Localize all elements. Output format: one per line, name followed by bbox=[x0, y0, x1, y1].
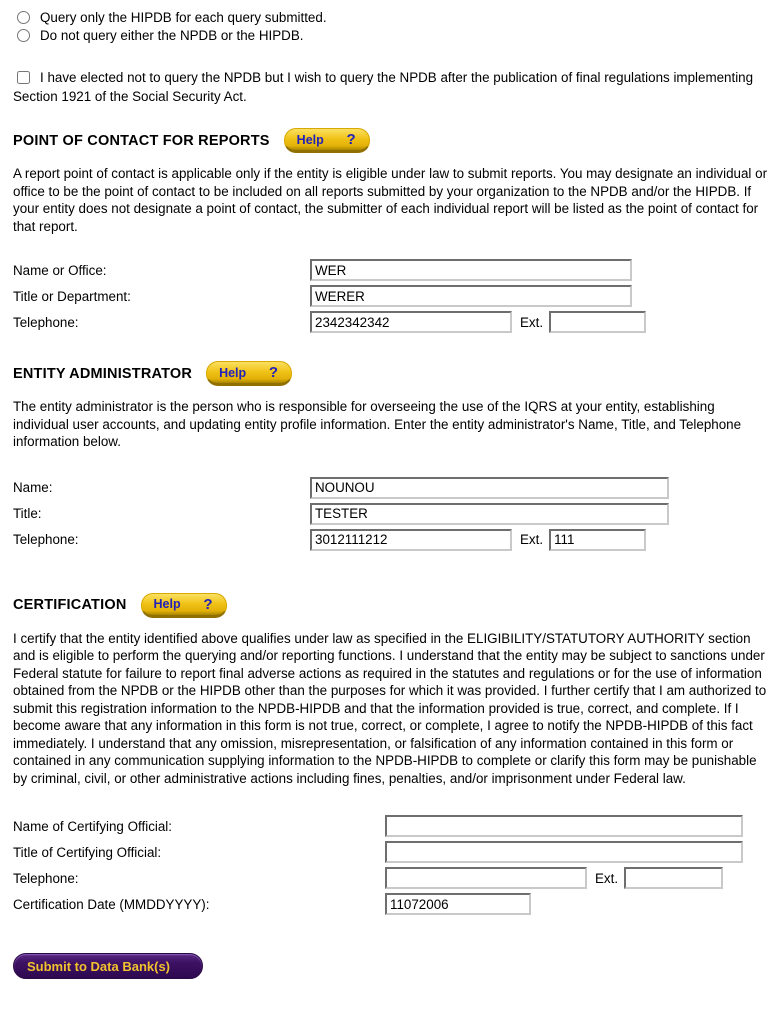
ea-phone-input[interactable] bbox=[310, 529, 512, 551]
question-mark-icon: ? bbox=[203, 595, 213, 613]
submit-button-label: Submit to Data Bank(s) bbox=[27, 958, 171, 974]
section-1921-option bbox=[13, 68, 770, 106]
poc-name-row bbox=[13, 257, 770, 283]
cert-title-row bbox=[13, 839, 770, 865]
cert-phone-input[interactable] bbox=[385, 867, 587, 889]
poc-help-button[interactable] bbox=[284, 128, 370, 153]
cert-phone-label: Telephone: bbox=[13, 870, 79, 886]
cert-phone-row bbox=[13, 865, 770, 891]
cert-date-input[interactable] bbox=[385, 893, 531, 915]
ea-phone-row bbox=[13, 527, 770, 553]
poc-section-heading: POINT OF CONTACT FOR REPORTS bbox=[13, 132, 270, 149]
question-mark-icon: ? bbox=[346, 131, 356, 148]
cert-title-input[interactable] bbox=[385, 841, 743, 863]
poc-ext-label: Ext. bbox=[520, 314, 544, 330]
cert-section-heading-row bbox=[13, 593, 770, 618]
ea-section-heading-row bbox=[13, 361, 770, 386]
cert-date-label: Certification Date (MMDDYYYY): bbox=[13, 896, 210, 912]
cert-ext-input[interactable] bbox=[624, 867, 723, 889]
ea-ext-label: Ext. bbox=[520, 532, 544, 547]
ea-section-heading: ENTITY ADMINISTRATOR bbox=[13, 365, 193, 382]
ea-title-label: Title: bbox=[13, 506, 42, 521]
poc-help-label: Help bbox=[296, 132, 324, 147]
poc-title-input[interactable] bbox=[310, 285, 632, 307]
ea-description: The entity administrator is the person who is responsible for overseeing the use of the IQRS at your entity, establishing individual user accounts, and updating entity profile information. Enter the entity administrator's Name, Title, and Telephone information below. bbox=[13, 399, 742, 449]
poc-title-label: Title or Department: bbox=[13, 288, 131, 304]
cert-name-row bbox=[13, 813, 770, 839]
cert-ext-label: Ext. bbox=[595, 870, 619, 886]
radio-row-query-hipdb-only bbox=[13, 8, 770, 26]
poc-phone-label: Telephone: bbox=[13, 314, 79, 330]
poc-name-input[interactable] bbox=[310, 259, 632, 281]
poc-section-heading-row bbox=[13, 128, 770, 153]
poc-fields bbox=[13, 257, 770, 335]
radio-query-hipdb-only[interactable] bbox=[17, 11, 30, 24]
radio-row-query-neither bbox=[13, 26, 770, 44]
poc-title-row bbox=[13, 283, 770, 309]
submit-to-data-banks-button[interactable] bbox=[13, 953, 203, 979]
cert-fields bbox=[13, 813, 770, 917]
radio-query-neither-label: Do not query either the NPDB or the HIPDB. bbox=[40, 27, 304, 43]
cert-date-row bbox=[13, 891, 770, 917]
ea-ext-input[interactable] bbox=[549, 529, 646, 551]
poc-phone-input[interactable] bbox=[310, 311, 512, 333]
cert-name-label: Name of Certifying Official: bbox=[13, 818, 173, 834]
ea-help-button[interactable] bbox=[206, 361, 292, 386]
section-1921-checkbox[interactable] bbox=[17, 71, 30, 84]
poc-ext-input[interactable] bbox=[549, 311, 646, 333]
cert-title-label: Title of Certifying Official: bbox=[13, 844, 162, 860]
ea-title-row bbox=[13, 501, 770, 527]
cert-name-input[interactable] bbox=[385, 815, 743, 837]
section-1921-label: I have elected not to query the NPDB but I wish to query the NPDB after the publication of final regulations implementing Section 1921 of the Social Security Act. bbox=[13, 70, 754, 104]
cert-description: I certify that the entity identified above qualifies under law as specified in the ELIGIBILITY/STATUTORY AUTHORITY section and is eligible to perform the querying and/or reporting functions. I understand that the entity may be subject to sanctions under Federal statute for failure to report final adverse actions as required in the statutes and regulations or for the use of information obtained from the NPDB or the HIPDB other than the purposes for which it was provided. I further certify that I am authorized to submit this registration information to the NPDB-HIPDB and that the information provided is true, correct, and complete. If I become aware that any information in this form is not true, correct, or complete, I agree to notify the NPDB-HIPDB of this fact immediately. I understand that any omission, misrepresentation, or falsification of any information contained in this form or contained in any communication supplying information to the NPDB-HIPDB to complete or clarify this form may be punishable by criminal, civil, or other administrative actions including fines, penalties, and/or imprisonment under Federal law. bbox=[13, 630, 767, 786]
cert-help-button[interactable] bbox=[141, 593, 227, 618]
question-mark-icon: ? bbox=[268, 364, 279, 381]
radio-query-hipdb-only-label: Query only the HIPDB for each query submitted. bbox=[40, 9, 327, 25]
poc-description: A report point of contact is applicable only if the entity is eligible under law to submit reports. You may designate an individual or office to be the point of contact to be included on all reports submitted by your organization to the NPDB and/or the HIPDB. If your entity does not designate a point of contact, the submitter of each individual report will be listed as the point of contact for that report. bbox=[13, 166, 768, 234]
ea-title-input[interactable] bbox=[310, 503, 669, 525]
ea-name-label: Name: bbox=[13, 480, 53, 495]
cert-help-label: Help bbox=[153, 597, 181, 611]
ea-fields bbox=[13, 475, 770, 553]
cert-section-heading: CERTIFICATION bbox=[13, 597, 127, 613]
ea-phone-label: Telephone: bbox=[13, 532, 79, 547]
poc-name-label: Name or Office: bbox=[13, 262, 107, 278]
ea-help-label: Help bbox=[219, 365, 247, 380]
radio-query-neither[interactable] bbox=[17, 29, 30, 42]
ea-name-row bbox=[13, 475, 770, 501]
ea-name-input[interactable] bbox=[310, 477, 669, 499]
poc-phone-row bbox=[13, 309, 770, 335]
